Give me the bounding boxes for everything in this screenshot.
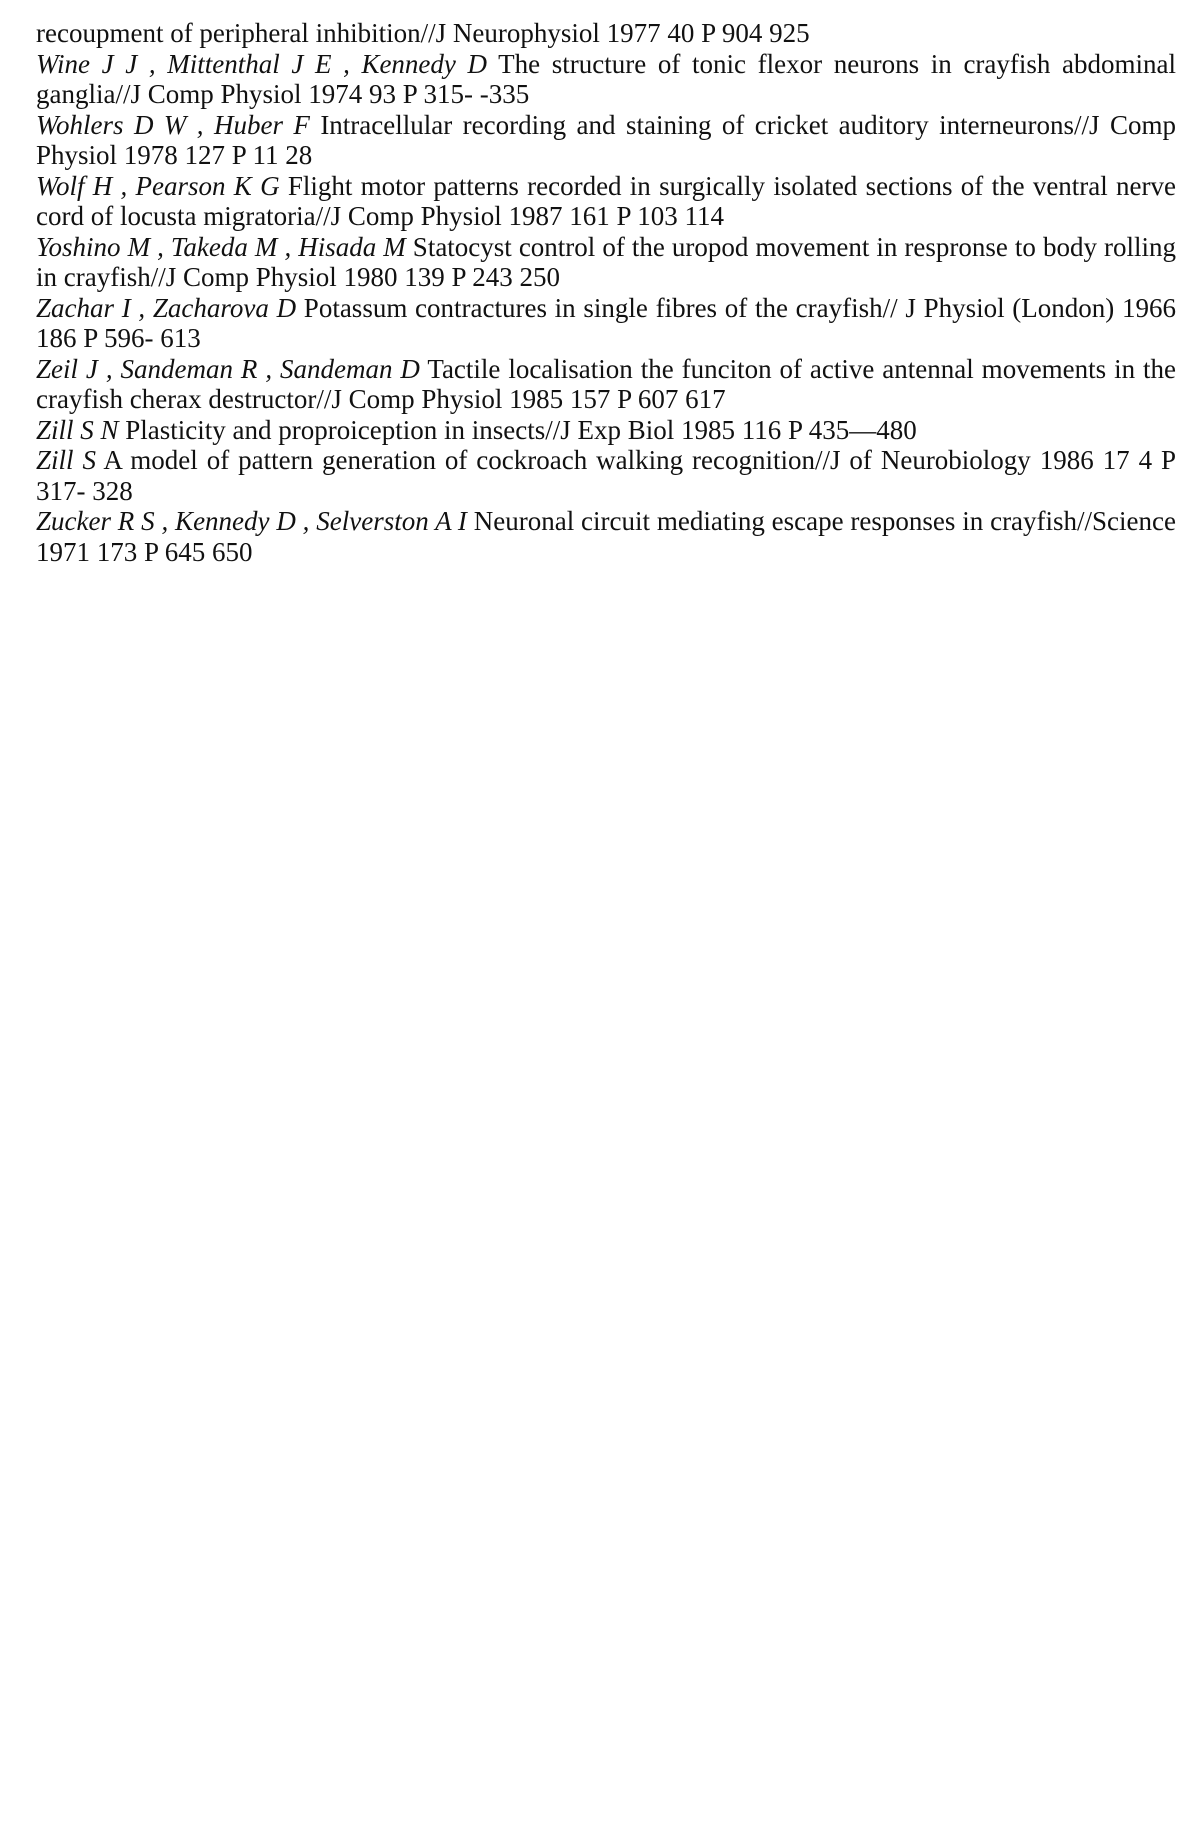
reference-text: recoupment of peripheral inhibition//J Neurophysiol 1977 40 P 904 925: [36, 18, 810, 48]
reference-entry: [36, 18, 1176, 49]
reference-authors: Zachar I , Zacharova D: [36, 292, 297, 323]
reference-list: [36, 18, 1176, 567]
reference-text: Neuronal circuit mediating escape responses in crayfish//Science 1971 173 P 645 650: [36, 506, 1176, 567]
reference-entry: [36, 49, 1176, 110]
reference-authors: Zill S: [36, 445, 96, 475]
reference-text: Tactile localisation the funciton of active antennal movements in the crayfish cherax destructor//J Comp Physiol 1985 157 P 607 617: [36, 353, 1176, 414]
reference-authors: Zill S N: [36, 414, 119, 445]
reference-entry: [36, 232, 1176, 293]
reference-text: A model of pattern generation of cockroach walking recognition//J of Neurobiology 1986 17 4 P 317- 328: [36, 445, 1177, 506]
reference-entry: [36, 293, 1176, 354]
reference-authors: Wohlers D W , Huber F: [36, 109, 310, 140]
reference-entry: [36, 445, 1176, 506]
reference-text: Intracellular recording and staining of cricket auditory interneurons//J Comp Physiol 1978 127 P 11 28: [36, 109, 1176, 170]
reference-authors: Wine J J , Mittenthal J E , Kennedy D: [36, 48, 488, 79]
reference-text: Potassum contractures in single fibres of the crayfish// J Physiol (London) 1966 186 P 596- 613: [36, 292, 1176, 353]
reference-authors: Yoshino M , Takeda M , Hisada M: [36, 231, 406, 262]
reference-text: Statocyst control of the uropod movement in respronse to body rolling in crayfish//J Comp Physiol 1980 139 P 243 250: [36, 231, 1176, 292]
reference-authors: Zucker R S , Kennedy D , Selverston A I: [36, 506, 467, 536]
reference-entry: [36, 415, 1176, 446]
reference-entry: [36, 506, 1176, 567]
reference-entry: [36, 354, 1176, 415]
reference-entry: [36, 171, 1176, 232]
reference-authors: Wolf H , Pearson K G: [36, 170, 280, 201]
reference-entry: [36, 110, 1176, 171]
reference-text: Plasticity and proproiception in insects//J Exp Biol 1985 116 P 435—480: [118, 414, 917, 445]
reference-text: The structure of tonic flexor neurons in crayfish abdominal ganglia//J Comp Physiol 1974 93 P 315- -335: [36, 48, 1176, 109]
reference-authors: Zeil J , Sandeman R , Sandeman D: [36, 353, 420, 384]
reference-text: Flight motor patterns recorded in surgically isolated sections of the ventral nerve cord of locusta migratoria//J Comp Physiol 1987 161 P 103 114: [36, 170, 1176, 231]
